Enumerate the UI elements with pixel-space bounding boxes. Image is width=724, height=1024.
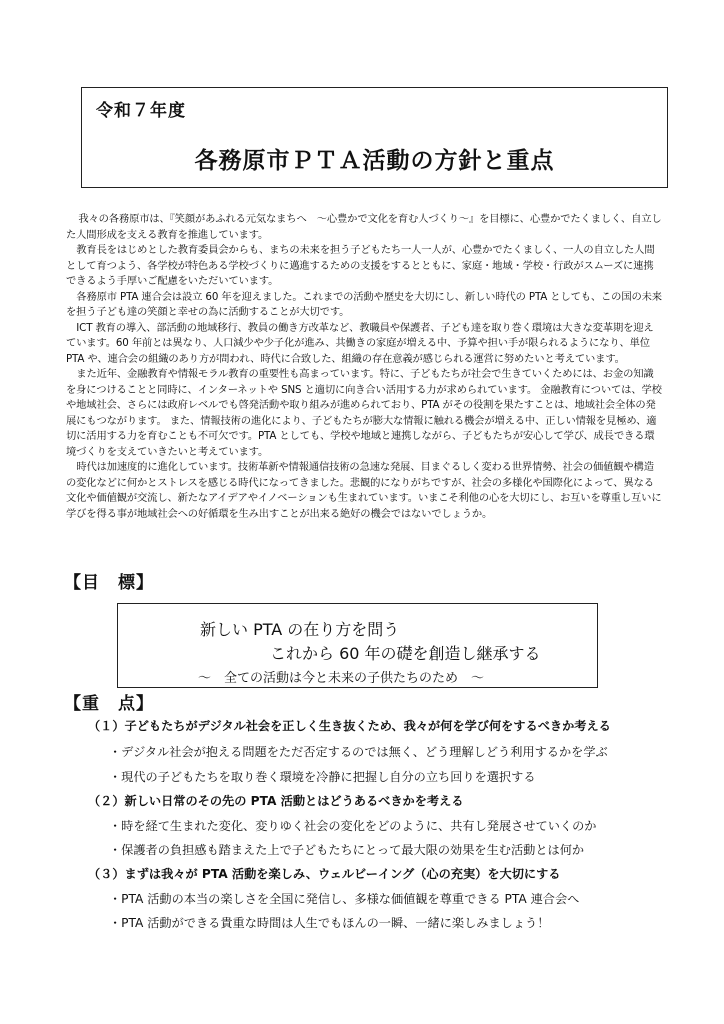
- intro-paragraph: 我々の各務原市は、『笑顔があふれる元気なまちへ ～心豊かで文化を育む人づくり～』を目標に、心豊かでたくましく、自立した人間形成を支える教育を推進しています。: [66, 213, 662, 241]
- goal-line-3: ～ 全ての活動は今と未来の子供たちのため ～: [198, 671, 485, 686]
- title-box: [81, 87, 668, 188]
- focus-heading: 【重 点】: [64, 694, 154, 714]
- focus-point-title: （３）まずは我々が PTA 活動を楽しみ、ウェルビーイング（心の充実）を大切にする: [88, 867, 561, 881]
- intro-paragraph: 各務原市 PTA 連合会は設立 60 年を迎えました。これまでの活動や歴史を大切にし、新しい時代の PTA としても、この国の未来を担う子ども達の笑顔と幸せの為に活動することが大切です。: [66, 290, 662, 318]
- focus-point-title: （１）子どもたちがデジタル社会を正しく生き抜くため、我々が何を学び何をするべきか考える: [88, 719, 611, 733]
- focus-point-item: ・現代の子どもたちを取り巻く環境を冷静に把握し自分の立ち回りを選択する: [109, 770, 536, 784]
- intro-text: [66, 212, 662, 522]
- focus-point-item: ・PTA 活動の本当の楽しさを全国に発信し、多様な価値観を尊重できる PTA 連合会へ: [109, 892, 580, 906]
- goal-line-1: 新しい PTA の在り方を問う: [200, 620, 400, 639]
- focus-point-item: ・時を経て生まれた変化、変りゆく社会の変化をどのように、共有し発展させていくのか: [109, 819, 597, 833]
- focus-point-item: ・デジタル社会が抱える問題をただ否定するのでは無く、どう理解しどう利用するかを学ぶ: [109, 745, 608, 759]
- goal-line-2: これから 60 年の礎を創造し継承する: [270, 644, 541, 663]
- page-title: 各務原市ＰＴＡ活動の方針と重点: [194, 148, 555, 174]
- intro-paragraph: また近年、金融教育や情報モラル教育の重要性も高まっています。特に、子どもたちが社会で生きていくためには、お金の知識を身につけることと同時に、インターネットや SNS と適切に向き合い活用する力が求められています。 金融教育については、学校や地域社会、さらには政府レベルでも啓発活動や取り組みが進められており、PTA がその役割を果たすことは、地域社会全体の発展にもつながります。 また、情報技術の進化により、子どもたちが膨大な情報に触れる機会が増える中、正しい情報を見極め、適切に活用する力を育むことも不可欠です。PTA としても、学校や地域と連携しながら、子どもたちが安心して学び、成長できる環境づくりを支えていきたいと考えています。: [66, 368, 662, 458]
- intro-paragraph: 時代は加速度的に進化しています。技術革新や情報通信技術の急速な発展、目まぐるしく変わる世界情勢、社会の価値観や構造の変化などに何かとストレスを感じる時代になってきました。悲観的になりがちですが、社会の多様化や国際化によって、異なる文化や価値観が交流し、新たなアイデアやイノベーションも生まれています。いまこそ利他の心を大切にし、お互いを尊重し互いに学びを得る事が地域社会への好循環を生み出すことが出来る絶好の機会ではないでしょうか。: [66, 461, 662, 520]
- intro-paragraph: 教育長をはじめとした教育委員会からも、まちの未来を担う子どもたち一人一人が、心豊かでたくましく、一人の自立した人間として育つよう、各学校が特色ある学校づくりに邁進するための支援をするとともに、家庭・地域・学校・行政がスムーズに連携できるよう手厚いご配慮をいただいています。: [66, 244, 655, 287]
- focus-point-title: （２）新しい日常のその先の PTA 活動とはどうあるべきかを考える: [88, 794, 464, 808]
- focus-point-item: ・PTA 活動ができる貴重な時間は人生でもほんの一瞬、一緒に楽しみましょう！: [109, 916, 550, 930]
- goal-heading: 【目 標】: [64, 573, 154, 593]
- fiscal-year-label: 令和７年度: [96, 101, 186, 121]
- focus-point-item: ・保護者の負担感も踏まえた上で子どもたちにとって最大限の効果を生む活動とは何か: [109, 843, 585, 857]
- goal-box: [117, 603, 598, 688]
- intro-paragraph: ICT 教育の導入、部活動の地域移行、教員の働き方改革など、教職員や保護者、子ども達を取り巻く環境は大きな変革期を迎えています。60 年前とは異なり、人口減少や少子化が進み、共働きの家庭が増える中、予算や担い手が限られるようになり、単位 PTA や、連合会の組織のあり方が問われ、時代に合致した、組織の存在意義が感じられる運営に努めたいと考えています。: [66, 321, 654, 365]
